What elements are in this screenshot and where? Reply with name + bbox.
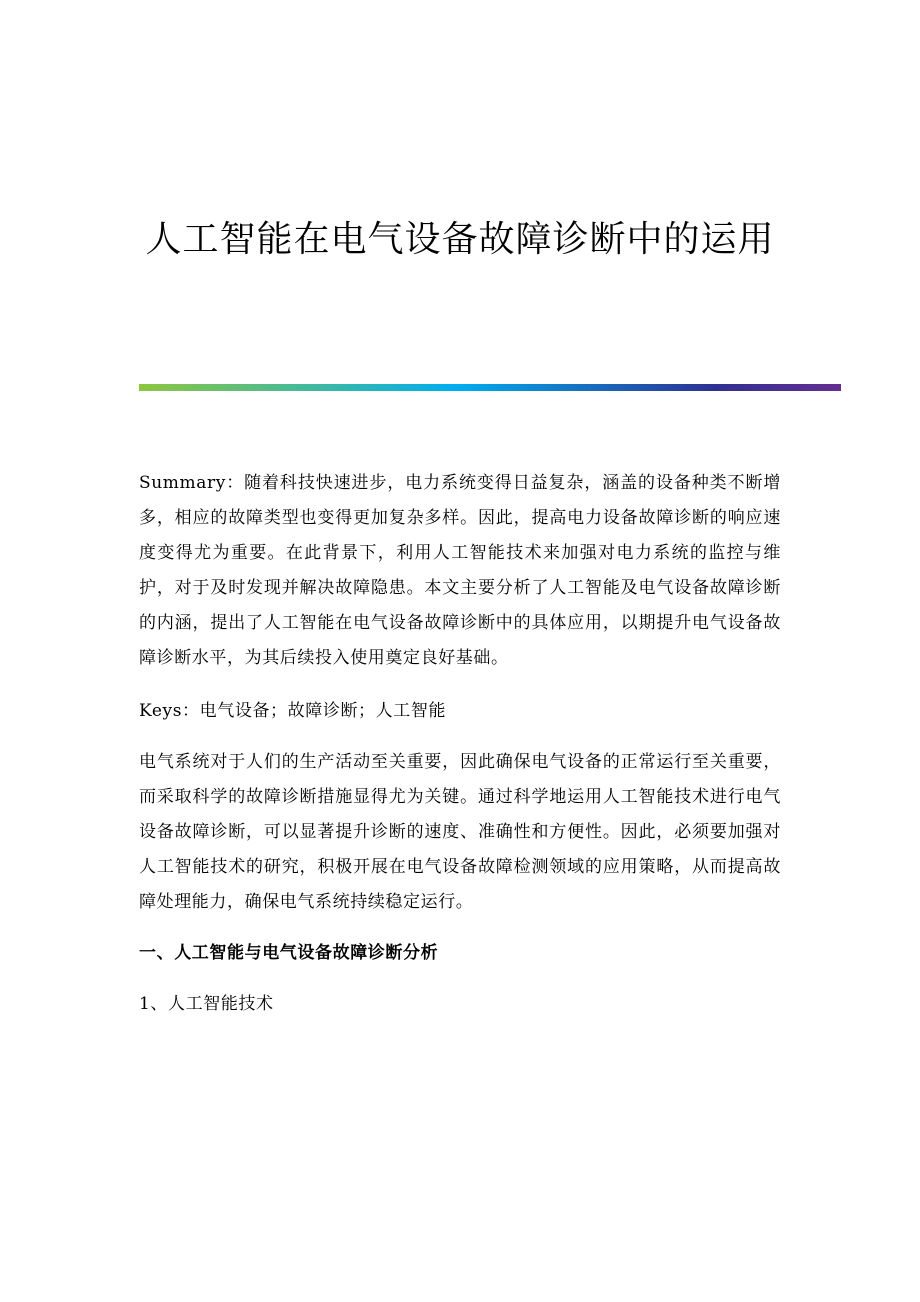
summary-text: 随着科技快速进步，电力系统变得日益复杂，涵盖的设备种类不断增多，相应的故障类型也变得更加复杂多样。因此，提高电力设备故障诊断的响应速度变得尤为重要。在此背景下，利用人工智能技术来加强对电力系统的监控与维护，对于及时发现并解决故障隐患。本文主要分析了人工智能及电气设备故障诊断的内涵，提出了人工智能在电气设备故障诊断中的具体应用，以期提升电气设备故障诊断水平，为其后续投入使用奠定良好基础。 [139,473,781,668]
section-heading: 一、人工智能与电气设备故障诊断分析 [139,943,439,963]
summary-paragraph [139,466,781,676]
keywords-line [139,694,781,729]
keys-text: 电气设备；故障诊断；人工智能 [199,701,447,721]
document-title: 人工智能在电气设备故障诊断中的运用 [145,219,775,260]
summary-label: Summary： [139,473,245,493]
keys-label: Keys： [139,701,200,721]
divider-bar [139,384,841,391]
subsection-heading: 1、人工智能技术 [139,994,274,1014]
document-body [139,466,781,1022]
intro-paragraph: 电气系统对于人们的生产活动至关重要，因此确保电气设备的正常运行至关重要，而采取科学的故障诊断措施显得尤为关键。通过科学地运用人工智能技术进行电气设备故障诊断，可以显著提升诊断的速度、准确性和方便性。因此，必须要加强对人工智能技术的研究，积极开展在电气设备故障检测领域的应用策略，从而提高故障处理能力，确保电气系统持续稳定运行。 [139,752,781,912]
title-divider [139,384,841,391]
